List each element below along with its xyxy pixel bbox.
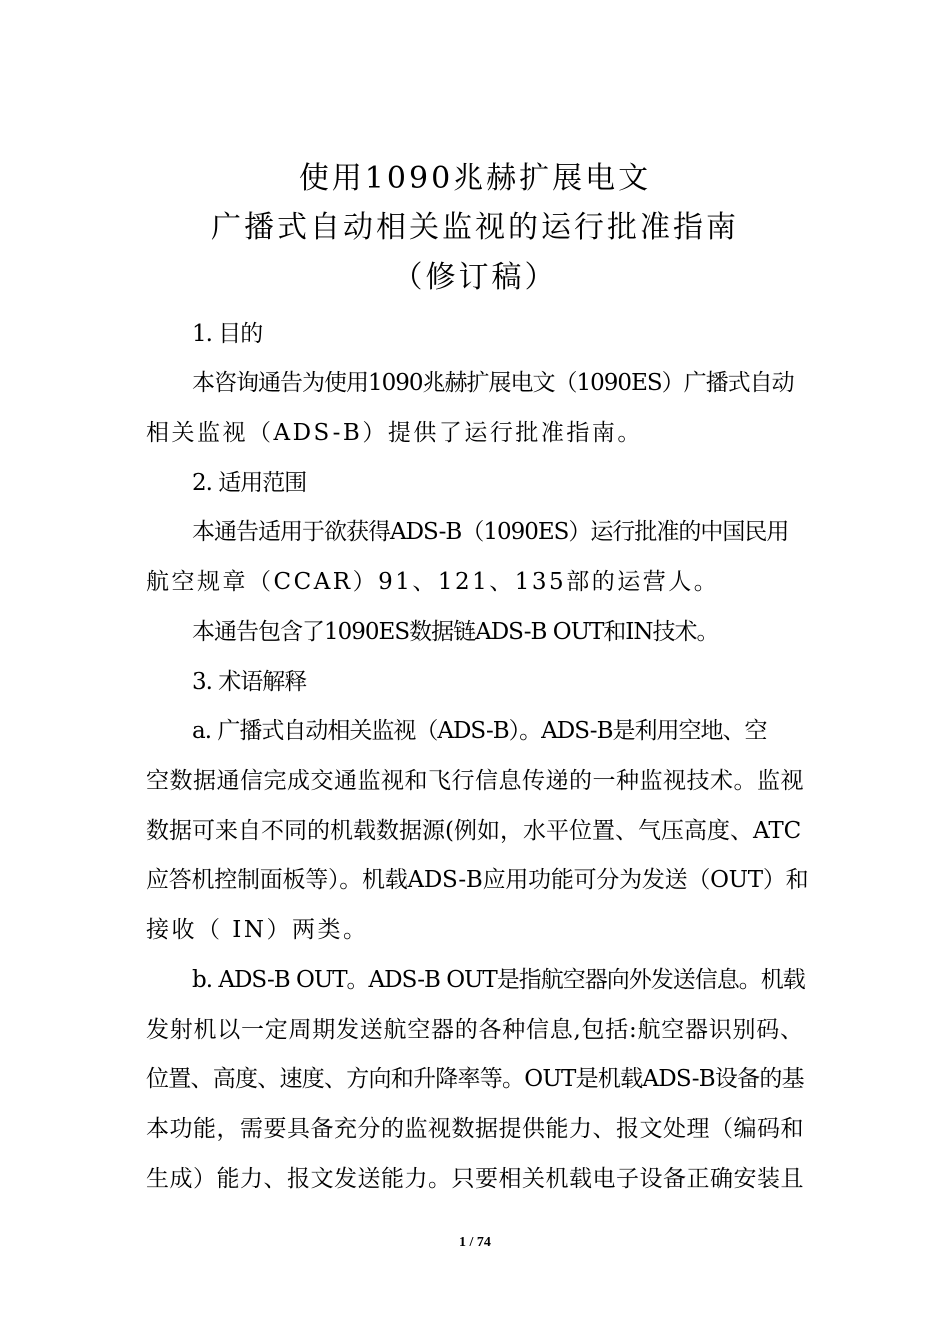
paragraph-line: 位置、高度、速度、方向和升降率等。OUT是机载ADS-B设备的基 — [146, 1066, 804, 1092]
paragraph-line: 生成）能力、报文发送能力。只要相关机载电子设备正确安装且 — [146, 1166, 804, 1192]
page-number: 1 / 74 — [459, 1235, 491, 1250]
paragraph-line: 发射机以一定周期发送航空器的各种信息,包括:航空器识别码、 — [146, 1017, 804, 1043]
paragraph-line: 接收（ IN）两类。 — [146, 917, 369, 943]
paragraph-line: 应答机控制面板等）。机载ADS-B应用功能可分为发送（OUT）和 — [146, 867, 809, 893]
paragraph-line: 航空规章（CCAR）91、121、135部的运营人。 — [146, 569, 720, 595]
paragraph-line: 本咨询通告为使用1090兆赫扩展电文（1090ES）广播式自动 — [192, 370, 794, 396]
section-heading-purpose: 1. 目的 — [192, 321, 263, 347]
title-line-2: 广播式自动相关监视的运行批准指南 — [211, 210, 739, 245]
section-heading-scope: 2. 适用范围 — [192, 470, 307, 496]
section-heading-terms: 3. 术语解释 — [192, 669, 307, 695]
title-line-3: （修订稿） — [392, 260, 558, 295]
paragraph-line: 相关监视（ADS-B）提供了运行批准指南。 — [146, 420, 643, 446]
paragraph-line: 空数据通信完成交通监视和飞行信息传递的一种监视技术。监视 — [146, 768, 804, 794]
paragraph-line: b. ADS-B OUT。ADS-B OUT是指航空器向外发送信息。机载 — [192, 967, 805, 993]
paragraph-line: a. 广播式自动相关监视（ADS-B）。ADS-B是利用空地、空 — [192, 718, 767, 744]
paragraph-line: 数据可来自不同的机载数据源(例如，水平位置、气压高度、ATC — [146, 818, 802, 844]
paragraph-line: 本通告适用于欲获得ADS-B（1090ES）运行批准的中国民用 — [192, 519, 789, 545]
title-line-1: 使用1090兆赫扩展电文 — [298, 161, 652, 196]
paragraph-line: 本功能，需要具备充分的监视数据提供能力、报文处理（编码和 — [146, 1116, 804, 1142]
paragraph-line: 本通告包含了1090ES数据链ADS-B OUT和IN技术。 — [192, 619, 719, 645]
